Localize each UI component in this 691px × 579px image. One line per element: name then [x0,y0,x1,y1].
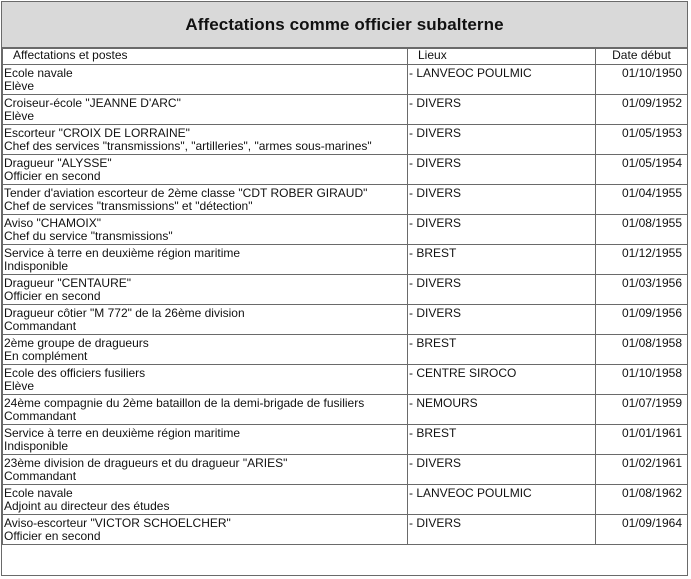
location-cell: - BREST [408,245,596,275]
assignment-unit: Aviso-escorteur "VICTOR SCHOELCHER" [4,516,231,530]
table-body [3,65,688,545]
table-row [3,365,688,395]
assignment-role: Officier en second [4,529,101,543]
table-row [3,95,688,125]
assignment-cell [3,425,408,455]
table-row [3,425,688,455]
table-row [3,335,688,365]
assignment-cell [3,95,408,125]
assignment-role: Elève [4,79,35,93]
location-cell: - DIVERS [408,305,596,335]
assignment-unit: 2ème groupe de dragueurs [4,336,149,350]
assignment-role: Commandant [4,409,77,423]
assignments-table [2,48,688,545]
assignment-unit: Escorteur "CROIX DE LORRAINE" [4,126,190,140]
assignment-role: Chef des services "transmissions", "artilleries", "armes sous-marines" [4,139,372,153]
assignment-role: En complément [4,349,88,363]
table-row [3,305,688,335]
location-cell: - CENTRE SIROCO [408,365,596,395]
assignment-cell [3,395,408,425]
table-row [3,125,688,155]
location-cell: - LANVEOC POULMIC [408,65,596,95]
start-date-cell: 01/12/1955 [596,245,688,275]
assignment-cell [3,275,408,305]
location-cell: - DIVERS [408,275,596,305]
start-date-cell: 01/09/1956 [596,305,688,335]
assignment-unit: Service à terre en deuxième région maritime [4,246,241,260]
table-row [3,515,688,545]
location-cell: - NEMOURS [408,395,596,425]
start-date-cell: 01/03/1956 [596,275,688,305]
assignment-cell [3,515,408,545]
assignment-role: Commandant [4,469,77,483]
location-cell: - BREST [408,335,596,365]
assignment-unit: 23ème division de dragueurs et du dragueur "ARIES" [4,456,288,470]
assignment-role: Officier en second [4,169,101,183]
assignment-role: Elève [4,379,35,393]
table-row [3,155,688,185]
assignment-cell [3,335,408,365]
location-cell: - DIVERS [408,515,596,545]
assignment-role: Chef du service "transmissions" [4,229,173,243]
location-cell: - BREST [408,425,596,455]
table-row [3,245,688,275]
start-date-cell: 01/07/1959 [596,395,688,425]
start-date-cell: 01/05/1953 [596,125,688,155]
table-row [3,455,688,485]
panel-title: Affectations comme officier subalterne [2,2,687,48]
assignment-unit: Tender d'aviation escorteur de 2ème classe "CDT ROBER GIRAUD" [4,186,368,200]
assignment-cell [3,125,408,155]
assignment-role: Indisponible [4,259,69,273]
assignment-unit: Dragueur "CENTAURE" [4,276,131,290]
assignment-cell [3,305,408,335]
location-cell: - DIVERS [408,125,596,155]
assignment-cell [3,365,408,395]
assignments-panel [1,1,688,576]
assignment-unit: Ecole navale [4,486,73,500]
start-date-cell: 01/10/1950 [596,65,688,95]
location-cell: - DIVERS [408,95,596,125]
assignment-role: Commandant [4,319,77,333]
start-date-cell: 01/01/1961 [596,425,688,455]
start-date-cell: 01/09/1952 [596,95,688,125]
table-row [3,185,688,215]
table-row [3,395,688,425]
column-header-postes: Affectations et postes [3,49,408,65]
assignment-unit: Dragueur "ALYSSE" [4,156,112,170]
assignment-cell [3,155,408,185]
assignment-cell [3,485,408,515]
table-row [3,215,688,245]
column-header-lieux: Lieux [408,49,596,65]
location-cell: - DIVERS [408,185,596,215]
start-date-cell: 01/02/1961 [596,455,688,485]
assignment-role: Indisponible [4,439,69,453]
assignment-role: Officier en second [4,289,101,303]
assignment-cell [3,215,408,245]
assignment-unit: Croiseur-école "JEANNE D'ARC" [4,96,181,110]
start-date-cell: 01/05/1954 [596,155,688,185]
assignment-unit: Aviso "CHAMOIX" [4,216,101,230]
assignment-cell [3,185,408,215]
assignment-cell [3,65,408,95]
table-row [3,275,688,305]
start-date-cell: 01/08/1955 [596,215,688,245]
assignment-cell [3,455,408,485]
start-date-cell: 01/08/1958 [596,335,688,365]
assignment-unit: Service à terre en deuxième région maritime [4,426,241,440]
start-date-cell: 01/10/1958 [596,365,688,395]
start-date-cell: 01/04/1955 [596,185,688,215]
start-date-cell: 01/08/1962 [596,485,688,515]
assignment-role: Adjoint au directeur des études [4,499,170,513]
assignment-unit: Ecole des officiers fusiliers [4,366,146,380]
table-row [3,485,688,515]
assignment-role: Chef de services "transmissions" et "détection" [4,199,253,213]
assignment-unit: Ecole navale [4,66,73,80]
column-header-date: Date début [596,49,688,65]
location-cell: - DIVERS [408,155,596,185]
table-header-row [3,49,688,65]
assignment-cell [3,245,408,275]
location-cell: - LANVEOC POULMIC [408,485,596,515]
start-date-cell: 01/09/1964 [596,515,688,545]
assignment-role: Elève [4,109,35,123]
location-cell: - DIVERS [408,215,596,245]
table-row [3,65,688,95]
assignment-unit: Dragueur côtier "M 772" de la 26ème division [4,306,245,320]
location-cell: - DIVERS [408,455,596,485]
assignment-unit: 24ème compagnie du 2ème bataillon de la demi-brigade de fusiliers [4,396,365,410]
